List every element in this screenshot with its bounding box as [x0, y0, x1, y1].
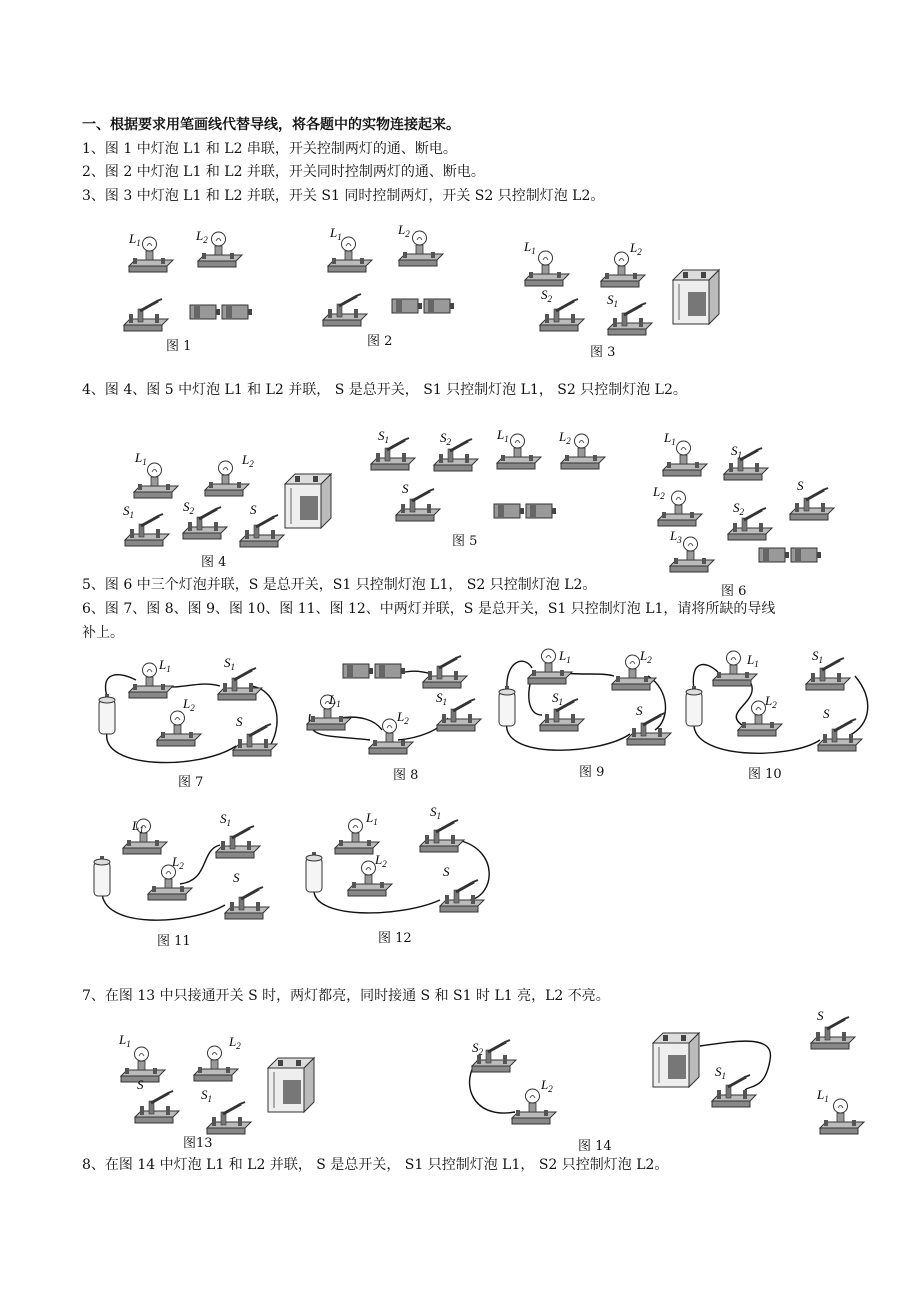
question-1: 1、图 1 中灯泡 L1 和 L2 串联，开关控制两灯的通、断电。 [82, 141, 457, 157]
label-L1: $L_1$ [119, 1032, 131, 1049]
figure-8-parts [307, 656, 481, 754]
label-L3: $L_3$ [670, 528, 682, 545]
label-S: S [823, 706, 830, 721]
figure-10-parts [686, 648, 862, 751]
figure-14-parts [472, 1008, 864, 1134]
label-S: S [250, 502, 257, 517]
figure-2-caption: 图 2 [367, 334, 393, 349]
label-L2: $L_2$ [398, 222, 410, 239]
label-S2: $S_2$ [440, 430, 451, 447]
label-L1: $L_1$ [747, 652, 759, 669]
label-S1: $S_1$ [731, 443, 742, 460]
label-S: S [636, 703, 643, 718]
label-L1: $L_1$ [497, 427, 509, 444]
label-S2: $S_2$ [541, 287, 552, 304]
label-S: S [137, 1077, 144, 1092]
question-3: 3、图 3 中灯泡 L1 和 L2 并联，开关 S1 同时控制两灯，开关 S2 只控制灯泡 L2。 [82, 188, 605, 204]
label-L2: $L_2$ [183, 696, 195, 713]
label-S: S [233, 870, 240, 885]
label-S1: $S_1$ [378, 428, 389, 445]
label-S2: $S_2$ [733, 500, 744, 517]
label-L1: $L_1$ [132, 818, 144, 835]
label-S1: $S_1$ [224, 655, 235, 672]
label-S: S [402, 481, 409, 496]
question-5: 5、图 6 中三个灯泡并联，S 是总开关，S1 只控制灯泡 L1， S2 只控制灯泡 L2。 [82, 577, 597, 593]
label-L2: $L_2$ [559, 429, 571, 446]
label-S1: $S_1$ [812, 648, 823, 665]
label-L1: $L_1$ [366, 810, 378, 827]
figure-6 [652, 430, 834, 572]
label-L2: $L_2$ [630, 240, 642, 257]
figure-5-caption: 图 5 [452, 534, 478, 549]
question-8: 8、在图 14 中灯泡 L1 和 L2 并联， S 是总开关， S1 只控制灯泡 L1， S2 只控制灯泡 L2。 [82, 1157, 669, 1173]
label-L1: $L_1$ [330, 225, 342, 242]
question-4: 4、图 4、图 5 中灯泡 L1 和 L2 并联， S 是总开关， S1 只控制灯泡 L1， S2 只控制灯泡 L2。 [82, 382, 687, 398]
label-L2: $L_2$ [196, 228, 208, 245]
figure-1-caption: 图 1 [166, 339, 192, 354]
label-S1: $S_1$ [607, 292, 618, 309]
question-7: 7、在图 13 中只接通开关 S 时，两灯都亮，同时接通 S 和 S1 时 L1 亮，L2 不亮。 [82, 988, 610, 1004]
figure-9-parts [499, 648, 671, 745]
label-L2: $L_2$ [229, 1034, 241, 1051]
label-S1: $S_1$ [430, 804, 441, 821]
label-L1: $L_1$ [329, 692, 341, 709]
label-S1: $S_1$ [123, 503, 134, 520]
label-L1: $L_1$ [159, 657, 171, 674]
label-L1: $L_1$ [129, 231, 141, 248]
figure-6-caption: 图 6 [721, 584, 747, 599]
question-6-line-2: 补上。 [82, 625, 124, 641]
figure-3 [523, 239, 719, 335]
figure-10-caption: 图 10 [748, 767, 782, 782]
figure-4 [123, 450, 331, 547]
label-L2: $L_2$ [397, 709, 409, 726]
label-S2: $S_2$ [472, 1040, 483, 1057]
figure-7-caption: 图 7 [178, 775, 204, 790]
label-L1: $L_1$ [664, 430, 676, 447]
label-L1: $L_1$ [559, 648, 571, 665]
label-S1: $S_1$ [715, 1064, 726, 1081]
figure-11-caption: 图 11 [157, 934, 191, 949]
label-L2: $L_2$ [375, 852, 387, 869]
figure-12-caption: 图 12 [378, 931, 412, 946]
question-6-line-1: 6、图 7、图 8、图 9、图 10、图 11、图 12、中两灯并联，S 是总开关，S1 只控制灯泡 L1，请将所缺的导线 [82, 601, 776, 617]
figure-13 [118, 1032, 314, 1134]
label-L2: $L_2$ [172, 854, 184, 871]
figure-14-caption: 图 14 [578, 1139, 612, 1154]
label-L2: $L_2$ [765, 693, 777, 710]
label-S1: $S_1$ [436, 690, 447, 707]
label-L1: $L_1$ [524, 239, 536, 256]
figure-13-caption: 图13 [183, 1136, 213, 1151]
figure-3-caption: 图 3 [590, 345, 616, 360]
figure-11 [102, 845, 225, 920]
label-L1: $L_1$ [817, 1087, 829, 1104]
label-S: S [817, 1008, 824, 1023]
label-S: S [797, 478, 804, 493]
figure-1 [124, 228, 252, 331]
label-L2: $L_2$ [242, 452, 254, 469]
figure-2 [323, 222, 454, 326]
label-L2: $L_2$ [653, 484, 665, 501]
figure-4-caption: 图 4 [201, 555, 227, 570]
label-S: S [443, 864, 450, 879]
figure-12-parts [306, 804, 484, 912]
label-L2: $L_2$ [640, 648, 652, 665]
figure-7-parts [99, 655, 277, 756]
label-S1: $S_1$ [201, 1087, 212, 1104]
label-S1: $S_1$ [552, 690, 563, 707]
figure-8-caption: 图 8 [393, 768, 419, 783]
label-S2: $S_2$ [183, 499, 194, 516]
figure-5 [371, 427, 605, 521]
label-L2: $L_2$ [541, 1077, 553, 1094]
question-2: 2、图 2 中灯泡 L1 和 L2 并联，开关同时控制两灯的通、断电。 [82, 164, 485, 180]
label-L1: $L_1$ [135, 450, 147, 467]
figure-9-caption: 图 9 [579, 765, 605, 780]
label-S1: $S_1$ [220, 811, 231, 828]
label-S: S [236, 714, 243, 729]
figure-11-parts [94, 811, 269, 919]
section-heading: 一、根据要求用笔画线代替导线，将各题中的实物连接起来。 [82, 117, 460, 133]
